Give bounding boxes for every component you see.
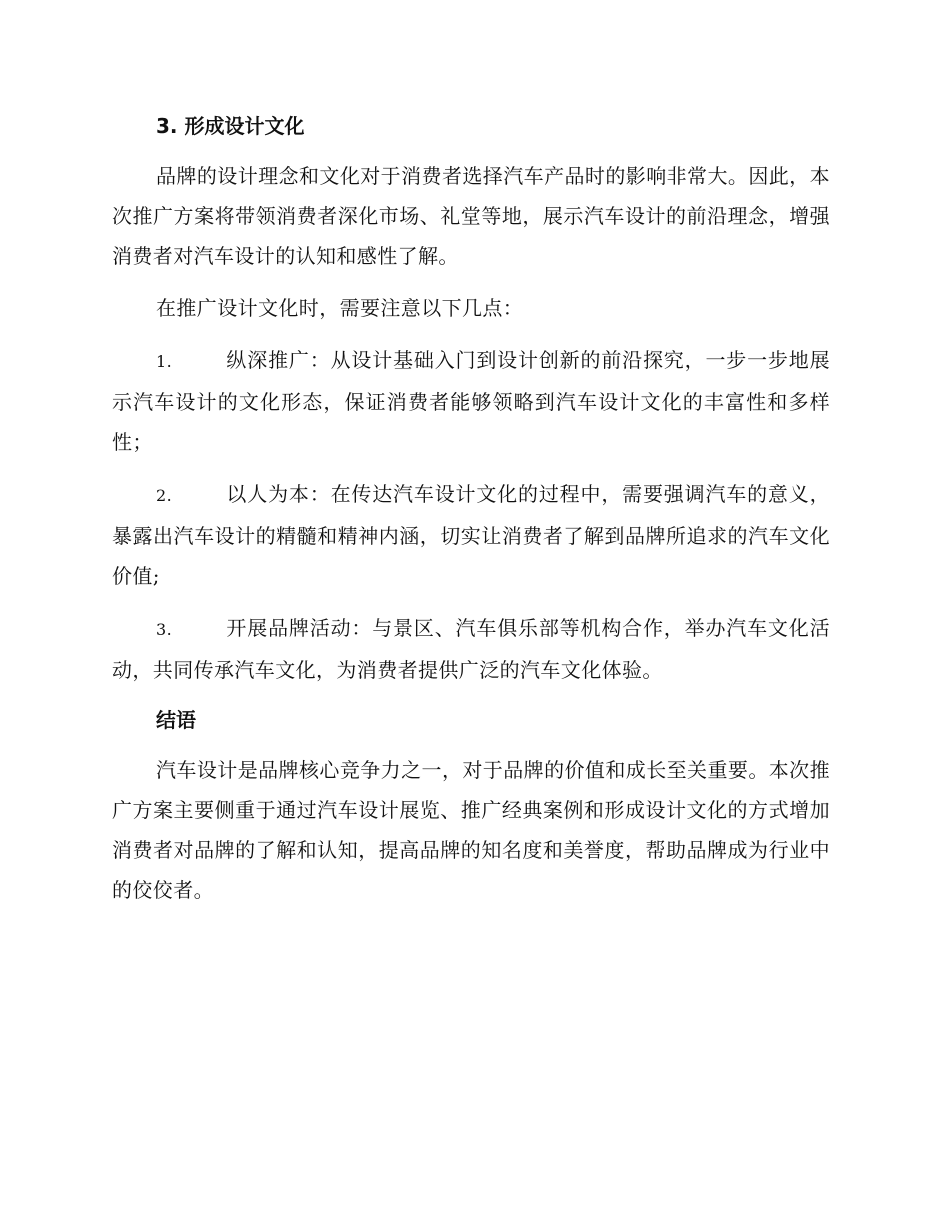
list-item-text: 以人为本：在传达汽车设计文化的过程中，需要强调汽车的意义，暴露出汽车设计的精髓和精神内涵，切实让消费者了解到品牌所追求的汽车文化价值; — [112, 482, 830, 588]
conclusion-heading: 结语 — [156, 708, 196, 732]
section-heading: 3. 形成设计文化 — [156, 114, 305, 138]
list-item — [112, 608, 830, 690]
conclusion-paragraph: 汽车设计是品牌核心竞争力之一，对于品牌的价值和成长至关重要。本次推广方案主要侧重于通过汽车设计展览、推广经典案例和形成设计文化的方式增加消费者对品牌的了解和认知，提高品牌的知名度和美誉度，帮助品牌成为行业中的佼佼者。 — [112, 758, 830, 902]
list-item-number: 3. — [156, 620, 173, 639]
list-item-number: 2. — [156, 486, 173, 505]
list-item — [112, 340, 830, 462]
list-item-text: 开展品牌活动：与景区、汽车俱乐部等机构合作，举办汽车文化活动，共同传承汽车文化，为消费者提供广泛的汽车文化体验。 — [112, 616, 830, 682]
list-lead-paragraph: 在推广设计文化时，需要注意以下几点： — [156, 296, 524, 320]
list-item — [112, 474, 830, 596]
list-item-text: 纵深推广：从设计基础入门到设计创新的前沿探究，一步一步地展示汽车设计的文化形态，保证消费者能够领略到汽车设计文化的丰富性和多样性； — [112, 348, 830, 454]
section-intro-paragraph: 品牌的设计理念和文化对于消费者选择汽车产品时的影响非常大。因此，本次推广方案将带领消费者深化市场、礼堂等地，展示汽车设计的前沿理念，增强消费者对汽车设计的认知和感性了解。 — [112, 164, 830, 268]
list-item-number: 1. — [156, 352, 173, 371]
